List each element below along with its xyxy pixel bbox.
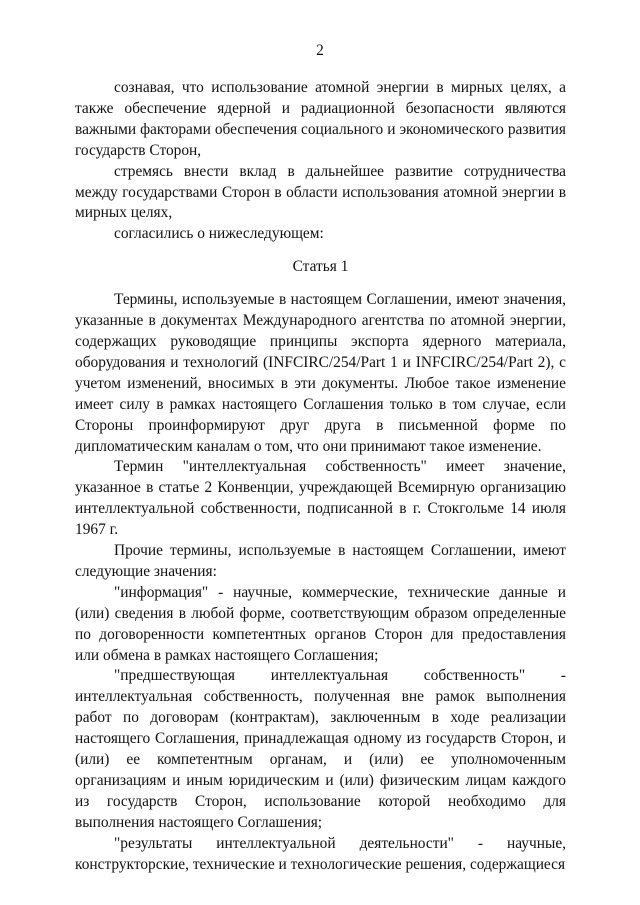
article-heading: Статья 1 (292, 258, 349, 276)
definition-results: "результаты интеллектуальной деятельности" - научные, конструкторские, технические и технологические решения, содержащиеся (75, 834, 566, 873)
paragraph-striving: стремясь внести вклад в дальнейшее развитие сотрудничества между государствами Сторон в области использования атомной энергии в мирных целях, (75, 162, 566, 222)
paragraph-agreed: согласились о нижеследующем: (114, 225, 324, 243)
page-number: 2 (316, 42, 324, 59)
definition-information: "информация" - научные, коммерческие, технические данные и (или) сведения в любой форме, соответствующим образом определенные по договоренности компетентных органов Сторон для предоставления или обмена в рамках настоящего Соглашения; (75, 583, 566, 664)
paragraph-other-terms: Прочие термины, используемые в настоящем Соглашении, имеют следующие значения: (75, 542, 566, 580)
paragraph-terms: Термины, используемые в настоящем Соглашении, имеют значения, указанные в документах Международного агентства по атомной энергии, содержащих руководящие принципы экспорта ядерного материала, оборудования и технологий (INFCIRC/254/Part 1 и INFCIRC/254/Part 2), с учетом изменений, вносимых в эти документы. Любое такое изменение имеет силу в рамках настоящего Соглашения только в том случае, если Стороны проинформируют друг друга в письменной форме по дипломатическим каналам о том, что они принимают такое изменение. (75, 291, 566, 455)
definition-prior-ip: "предшествующая интеллектуальная собственность" - интеллектуальная собственность, полученная вне рамок выполнения работ по договорам (контрактам), заключенным в ходе реализации настоящего Соглашения, принадлежащая одному из государств Сторон, и (или) ее компетентным органам, и (или) ее уполномоченным организациям и иным юридическим и (или) физическим лицам каждого из государств Сторон, использование которой необходимо для выполнения настоящего Соглашения; (75, 667, 566, 831)
paragraph-awareness: сознавая, что использование атомной энергии в мирных целях, а также обеспечение ядерной и радиационной безопасности являются важными факторами обеспечения социального и экономического развития государств Сторон, (75, 79, 566, 159)
document-body (75, 78, 566, 876)
paragraph-intellectual-property: Термин "интеллектуальная собственность" имеет значение, указанное в статье 2 Конвенции, учреждающей Всемирную организацию интеллектуальной собственности, подписанной в г. Стокгольме 14 июля 1967 г. (75, 458, 566, 539)
